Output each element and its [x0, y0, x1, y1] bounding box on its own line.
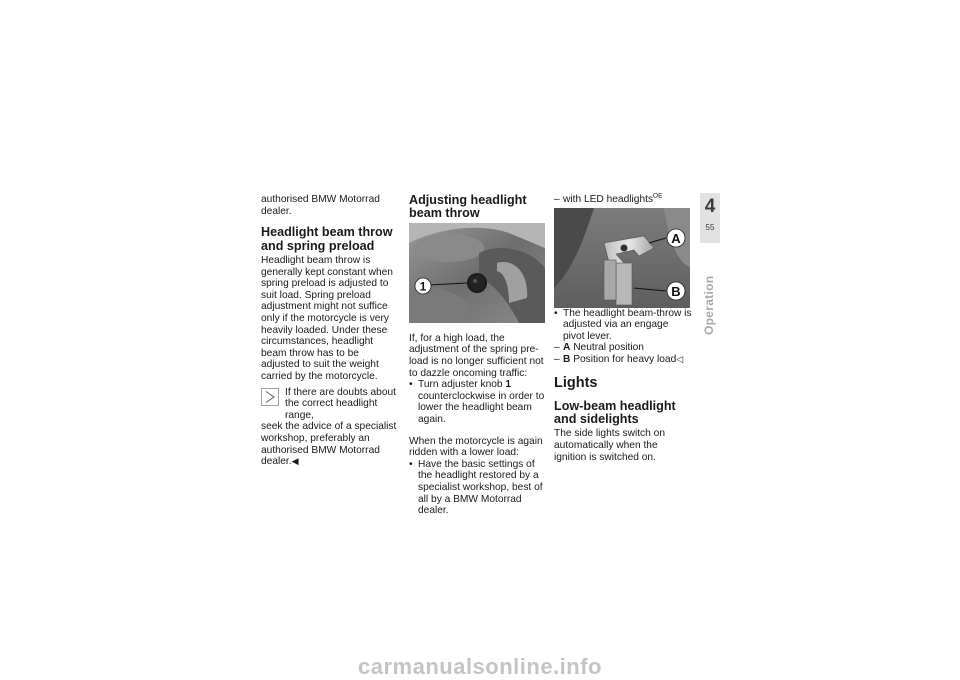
list-item: – with LED headlights$^{OE}$: [554, 194, 692, 206]
dash-list-positions: [554, 342, 692, 365]
chapter-number: 4: [704, 196, 716, 217]
paragraph-side-lights: The side lights switch on automatically when the ignition is switched on.: [554, 428, 665, 463]
list-item-neutral: – A Neutral position: [554, 342, 692, 354]
paragraph-lower-load: When the motorcycle is again ridden with a lower load:: [409, 435, 543, 459]
bullet-list-turn-knob: [409, 379, 547, 425]
dash-led-headlights: [554, 194, 692, 206]
list-item: • Have the basic settings of the headlight restored by a specialist workshop, best of all by a BMW Motorrad dealer.: [409, 459, 547, 517]
note-triangle-icon: [261, 388, 279, 406]
end-marker-icon: ◁: [676, 353, 684, 364]
note-block: [261, 387, 399, 468]
note-text: seek the advice of a specialist workshop, preferably an authorised BMW Motorrad dealer.◀: [261, 421, 397, 468]
heading-low-beam: Low-beam headlight and sidelights: [554, 398, 676, 426]
middle-column: [409, 194, 547, 517]
chapter-name: Operation: [702, 275, 716, 335]
list-item: • Turn adjuster knob 1 counterclockwise in order to lower the headlight beam again.: [409, 379, 547, 425]
list-item: • The headlight beam-throw is adjusted via an engage pivot lever.: [554, 308, 692, 343]
watermark: carmanualsonline.info: [358, 654, 602, 679]
photo-label-a: A: [671, 230, 681, 246]
photo-label-b: B: [671, 283, 681, 299]
intro-text: authorised BMW Motorrad dealer.: [261, 194, 380, 217]
end-marker-icon: ◀: [291, 456, 299, 467]
adjuster-knob-photo: [409, 223, 545, 323]
heading-adjusting-beam-throw: Adjusting headlight beam throw: [409, 193, 527, 221]
list-item-heavy-load: – B Position for heavy load◁: [554, 354, 692, 366]
paragraph-spring-preload: Headlight beam throw is generally kept constant when spring preload is adjusted to suit load. Spring preload adjustment might not suffice only if the motorcycle is very heavily loaded. Under these circumstances, headlight beam throw has to be adjusted to suit the weight carried by the motorcycle.: [261, 255, 393, 382]
page-number: 55: [705, 223, 715, 232]
pivot-lever-photo: [554, 208, 690, 308]
chapter-tab: [700, 193, 720, 243]
right-column: [554, 194, 692, 463]
bullet-list-pivot-lever: [554, 308, 692, 343]
bullet-list-basic-settings: [409, 459, 547, 517]
left-column: [261, 194, 399, 468]
paragraph-high-load: If, for a high load, the adjustment of the spring pre-load is no longer sufficient not to dazzle oncoming traffic:: [409, 332, 544, 379]
photo-label-1: 1: [419, 279, 427, 294]
heading-lights: Lights: [554, 374, 598, 391]
note-first-lines: If there are doubts about the correct headlight range,: [285, 386, 397, 421]
heading-headlight-beam-throw: Headlight beam throw and spring preload: [261, 225, 393, 253]
